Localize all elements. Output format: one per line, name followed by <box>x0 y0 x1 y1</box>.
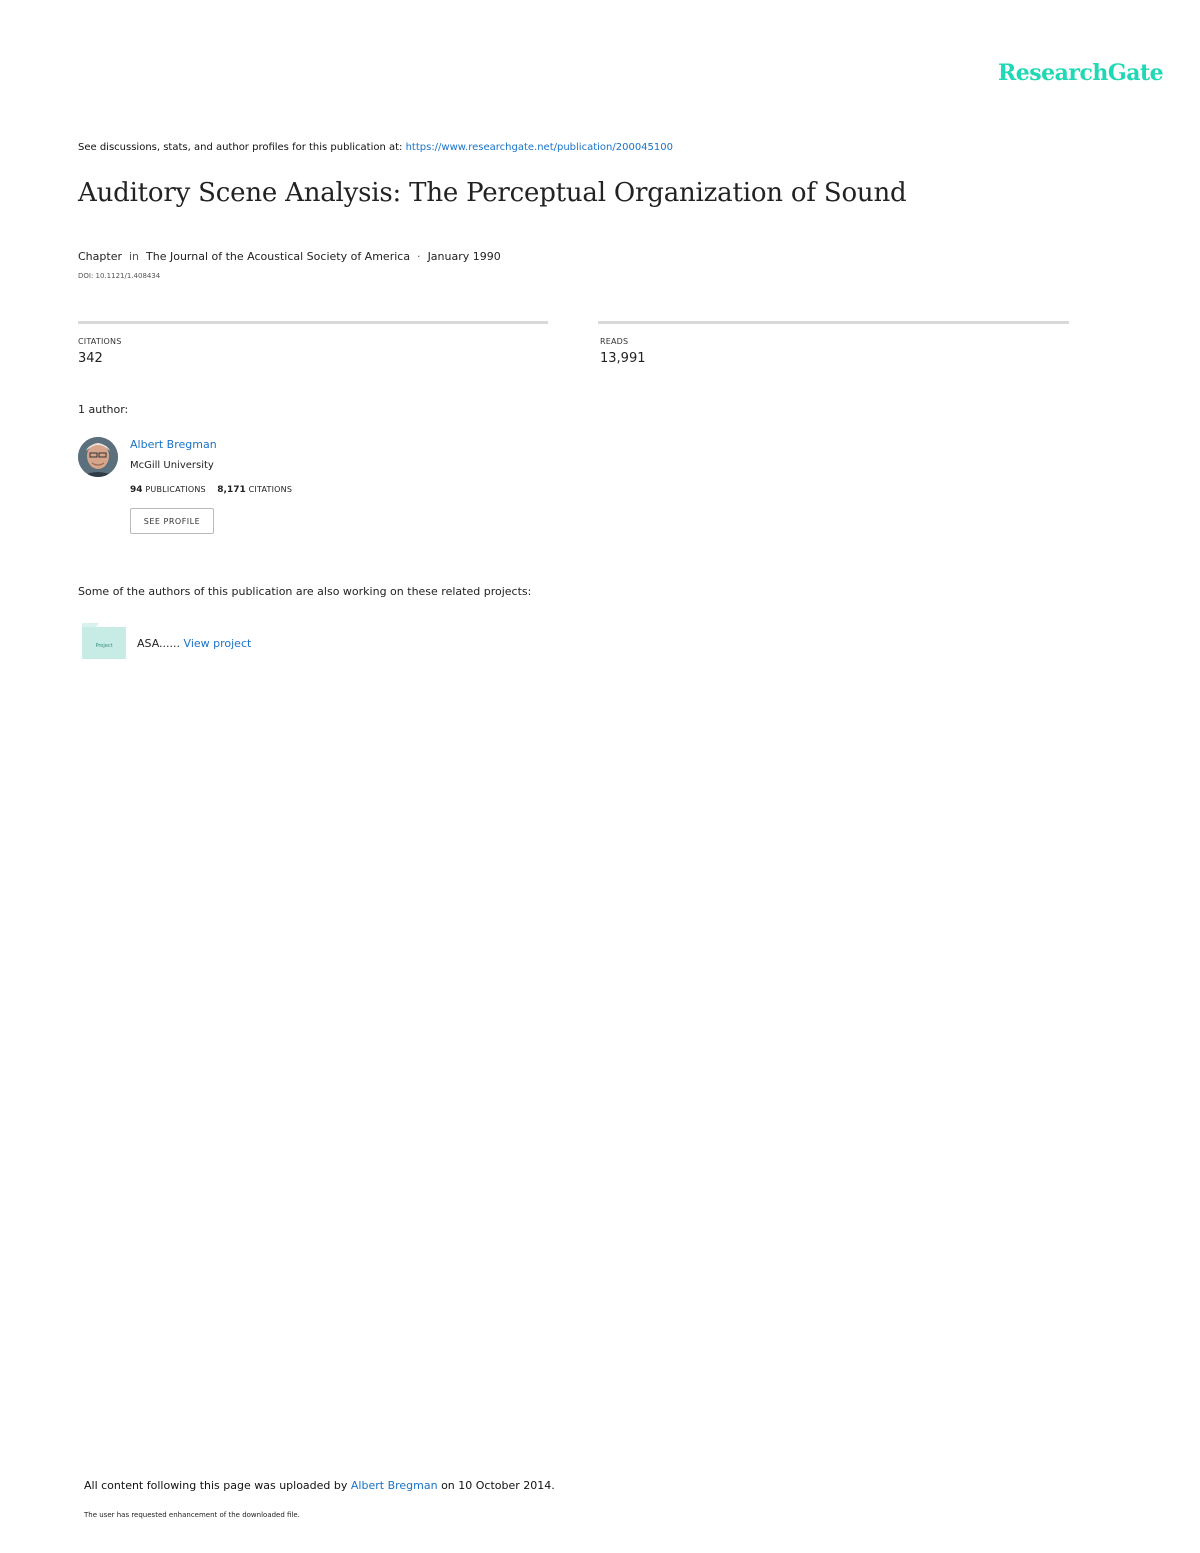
reads-divider <box>598 321 1069 324</box>
author-institution: McGill University <box>130 460 214 471</box>
dot-separator: · <box>413 250 425 263</box>
upload-suffix: on 10 October 2014. <box>437 1479 555 1492</box>
publication-doi: DOI: 10.1121/1.408434 <box>78 272 161 280</box>
researchgate-logo: ResearchGate <box>998 60 1164 86</box>
reads-value: 13,991 <box>600 351 646 366</box>
author-citations-count: 8,171 <box>217 485 246 495</box>
publication-source: The Journal of the Acoustical Society of America <box>146 250 411 263</box>
uploader-link[interactable]: Albert Bregman <box>350 1479 438 1492</box>
in-separator: in <box>125 250 143 263</box>
author-citations-label: CITATIONS <box>248 485 293 494</box>
publication-meta <box>78 250 501 263</box>
upload-notice <box>84 1479 555 1492</box>
related-projects-heading: Some of the authors of this publication are also working on these related projects: <box>78 585 532 598</box>
upload-prefix: All content following this page was uploaded by <box>84 1479 351 1492</box>
author-publications-label: PUBLICATIONS <box>145 485 206 494</box>
source-line <box>78 142 673 153</box>
citations-label: CITATIONS <box>78 337 122 346</box>
publication-url-link[interactable]: https://www.researchgate.net/publication/200045100 <box>405 142 673 153</box>
see-profile-button[interactable]: SEE PROFILE <box>130 508 214 534</box>
citations-value: 342 <box>78 351 103 366</box>
related-project-item <box>137 637 251 650</box>
publication-type: Chapter <box>78 250 122 263</box>
publication-title: Auditory Scene Analysis: The Perceptual Organization of Sound <box>78 178 907 208</box>
author-count: 1 author: <box>78 403 129 416</box>
author-publications-count: 94 <box>130 485 143 495</box>
folder-icon-label: Project <box>95 643 113 649</box>
source-prefix: See discussions, stats, and author profiles for this publication at: <box>78 142 406 153</box>
avatar-photo-icon <box>78 437 118 477</box>
project-name: ASA...... <box>137 637 181 650</box>
author-stats <box>130 485 292 495</box>
enhancement-note: The user has requested enhancement of the downloaded file. <box>84 1511 300 1519</box>
publication-date: January 1990 <box>427 250 501 263</box>
project-folder-icon <box>82 623 126 659</box>
reads-label: READS <box>600 337 629 346</box>
author-avatar[interactable] <box>78 437 118 477</box>
citations-divider <box>78 321 548 324</box>
view-project-link[interactable]: View project <box>183 637 252 650</box>
author-name-link[interactable]: Albert Bregman <box>130 438 217 451</box>
